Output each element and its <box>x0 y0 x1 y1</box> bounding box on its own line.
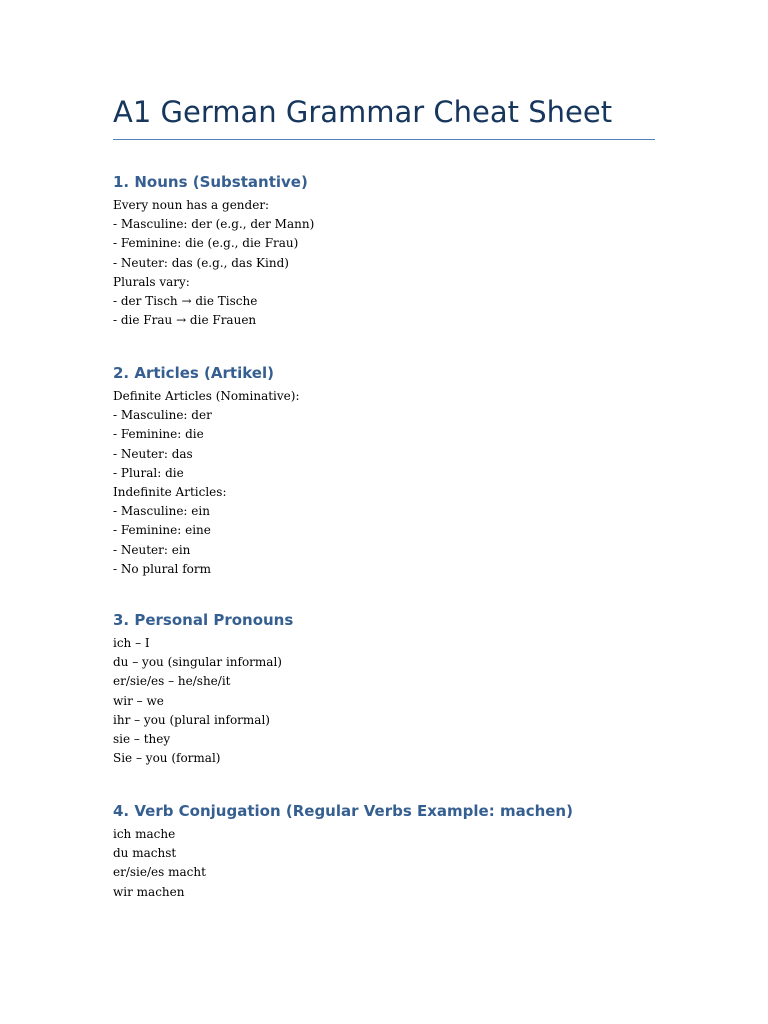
text-line: du machst <box>113 846 177 861</box>
section-lines <box>113 387 673 579</box>
section-heading: 1. Nouns (Substantive) <box>113 173 308 191</box>
text-line: - Masculine: der (e.g., der Mann) <box>113 217 315 232</box>
section-nouns <box>113 172 673 330</box>
text-line: ihr – you (plural informal) <box>113 712 270 727</box>
text-line: - Plural: die <box>113 465 184 480</box>
text-line: - Masculine: ein <box>113 504 210 519</box>
text-line: - Feminine: die (e.g., die Frau) <box>113 236 299 251</box>
text-line: - Neuter: das <box>113 446 193 461</box>
section-lines <box>113 634 673 768</box>
text-line: er/sie/es – he/she/it <box>113 674 231 689</box>
section-lines <box>113 196 673 330</box>
text-line: du – you (singular informal) <box>113 655 282 670</box>
text-line: ich mache <box>113 827 176 841</box>
document-title: A1 German Grammar Cheat Sheet <box>113 95 613 129</box>
section-verb-conjugation <box>113 801 673 902</box>
text-line: Sie – you (formal) <box>113 751 221 766</box>
section-personal-pronouns <box>113 610 673 768</box>
text-line: - der Tisch → die Tische <box>113 294 258 309</box>
text-line: - die Frau → die Frauen <box>113 313 257 328</box>
text-line: - Masculine: der <box>113 408 212 423</box>
text-line: er/sie/es macht <box>113 865 206 880</box>
text-line: - Neuter: das (e.g., das Kind) <box>113 255 289 270</box>
text-line: wir machen <box>113 884 185 899</box>
text-line: sie – they <box>113 732 171 747</box>
section-heading: 2. Articles (Artikel) <box>113 364 274 382</box>
text-line: - Neuter: ein <box>113 542 191 557</box>
text-line: - Feminine: die <box>113 427 204 442</box>
text-line: - No plural form <box>113 561 211 576</box>
section-heading: 3. Personal Pronouns <box>113 611 294 629</box>
text-line: Plurals vary: <box>113 274 190 289</box>
text-line: Definite Articles (Nominative): <box>113 389 300 403</box>
text-line: - Feminine: eine <box>113 523 211 538</box>
text-line: wir – we <box>113 693 164 708</box>
title-underline <box>113 139 655 140</box>
text-line: ich – I <box>113 636 150 650</box>
section-articles <box>113 363 673 579</box>
section-heading: 4. Verb Conjugation (Regular Verbs Example: machen) <box>113 802 573 820</box>
section-lines <box>113 825 673 902</box>
text-line: Indefinite Articles: <box>113 485 227 500</box>
text-line: Every noun has a gender: <box>113 198 270 212</box>
